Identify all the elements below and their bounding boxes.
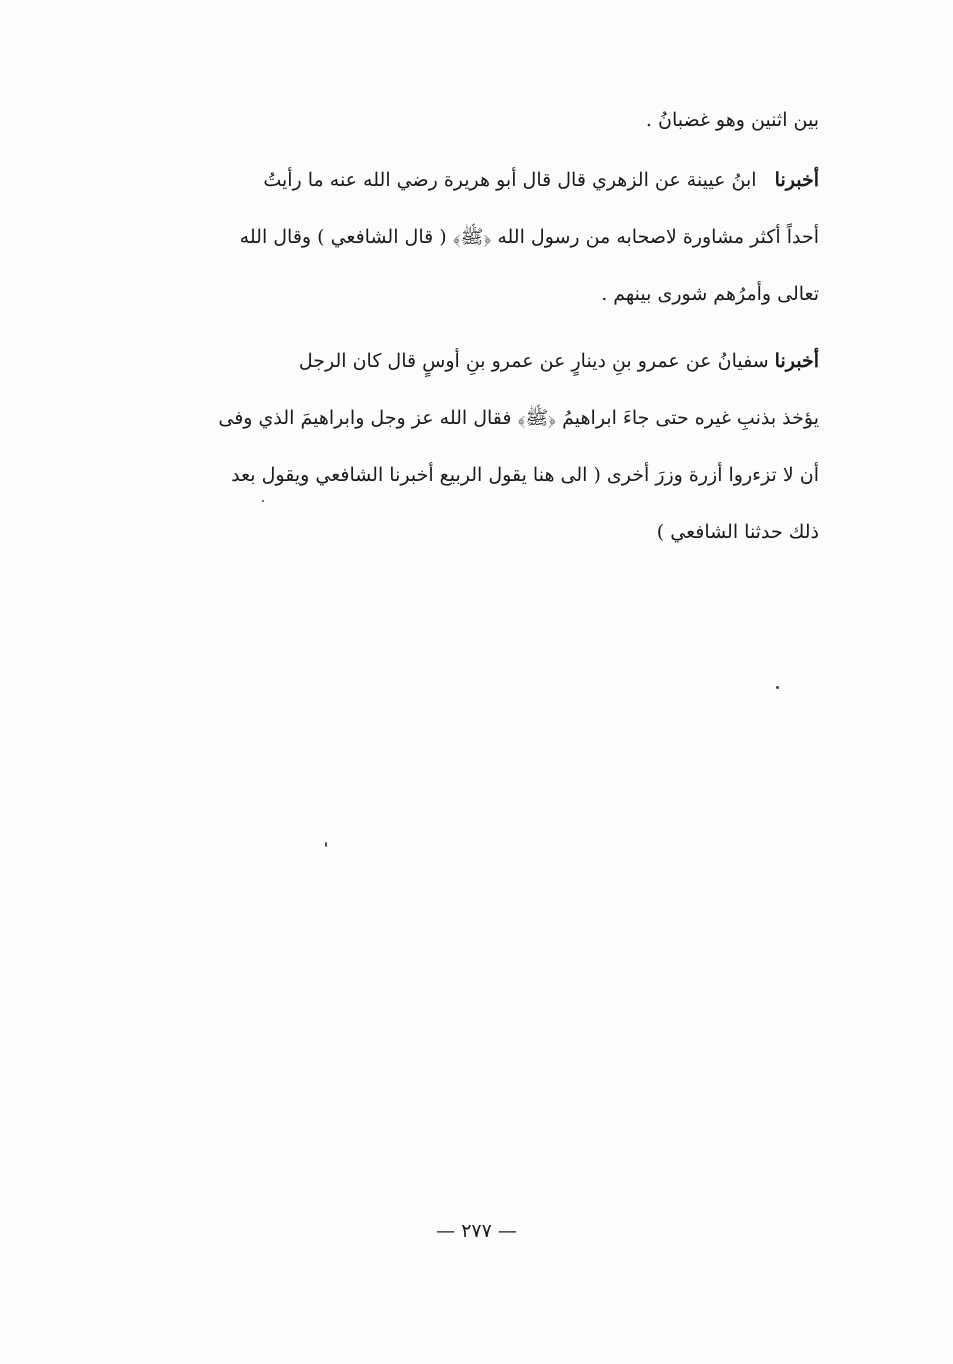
text-line: أن لا تزءروا أزرة وزرَ أخرى ( الى هنا يقول الربيع أخبرنا الشافعي ويقول بعد xyxy=(231,464,819,486)
text-line: يؤخذ بذنبِ غيره حتى جاءَ ابراهيمُ ﴿ﷺ﴾ فقال الله عز وجل وابراهيمَ الذي وفى xyxy=(218,407,819,429)
scan-speck xyxy=(776,686,779,689)
scan-speck xyxy=(262,500,264,502)
text-line xyxy=(137,152,819,209)
paragraph-2 xyxy=(137,152,819,323)
text-span: سفيانُ عن عمرو بنِ دينارٍ عن عمرو بنِ أوسٍ قال كان الرجل xyxy=(298,350,769,372)
page-number: — ٢٧٧ — xyxy=(436,1220,517,1242)
text-line: ذلك حدثنا الشافعي ) xyxy=(656,521,819,543)
scan-speck xyxy=(325,842,327,847)
text-span: ابنُ عيينة عن الزهري قال قال أبو هريرة رضي الله عنه ما رأيتُ xyxy=(263,169,757,191)
text-line: بين اثنين وهو غضبانُ . xyxy=(645,109,819,131)
text-line xyxy=(137,333,819,390)
paragraph-lead: أخبرنا xyxy=(774,169,819,191)
opening-line xyxy=(137,92,819,149)
text-line: تعالى وأمرُهم شورى بينهم . xyxy=(601,283,819,305)
text-line: أحداً أكثر مشاورة لاصحابه من رسول الله ﴿ﷺ﴾ ( قال الشافعي ) وقال الله xyxy=(239,226,819,248)
paragraph-lead: أخبرنا xyxy=(774,350,819,372)
paragraph-3 xyxy=(137,333,819,561)
